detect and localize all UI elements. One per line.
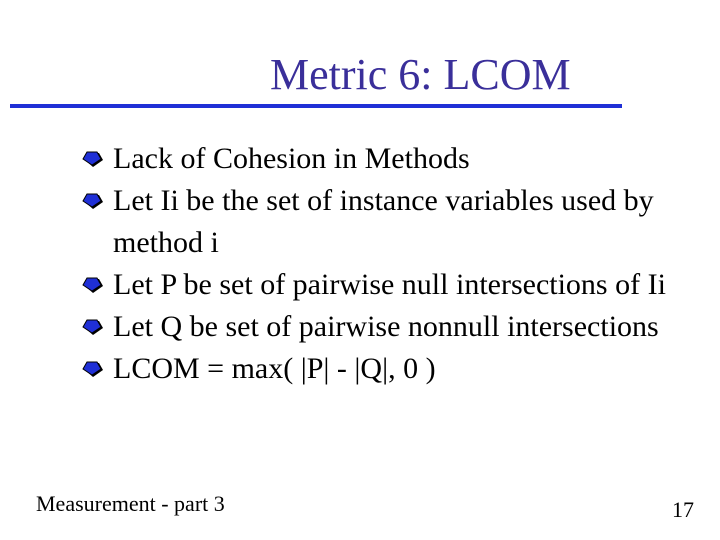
footer-text: Measurement - part 3 — [36, 491, 225, 516]
diamond-bullet-icon — [82, 277, 105, 295]
bullet-text: Let Q be set of pairwise nonnull intersections — [113, 310, 659, 343]
diamond-bullet-icon — [82, 193, 105, 211]
diamond-bullet-icon — [82, 151, 105, 169]
diamond-bullet-icon — [82, 361, 105, 379]
bullet-text: Lack of Cohesion in Methods — [113, 142, 470, 175]
slide-title: Metric 6: LCOM — [270, 50, 571, 99]
bullet-item-5 — [82, 348, 692, 390]
bullet-text: Let P be set of pairwise null intersections of Ii — [113, 268, 666, 301]
bullet-item-2 — [82, 180, 692, 264]
bullet-item-4 — [82, 306, 692, 348]
bullet-list — [82, 138, 692, 390]
title-underline — [10, 104, 622, 108]
page-number: 17 — [672, 497, 694, 522]
diamond-bullet-icon — [82, 319, 105, 337]
bullet-item-1 — [82, 138, 692, 180]
bullet-item-3 — [82, 264, 692, 306]
bullet-text: LCOM = max( |P| - |Q|, 0 ) — [113, 352, 436, 385]
bullet-text: Let Ii be the set of instance variables used by method i — [113, 184, 654, 259]
